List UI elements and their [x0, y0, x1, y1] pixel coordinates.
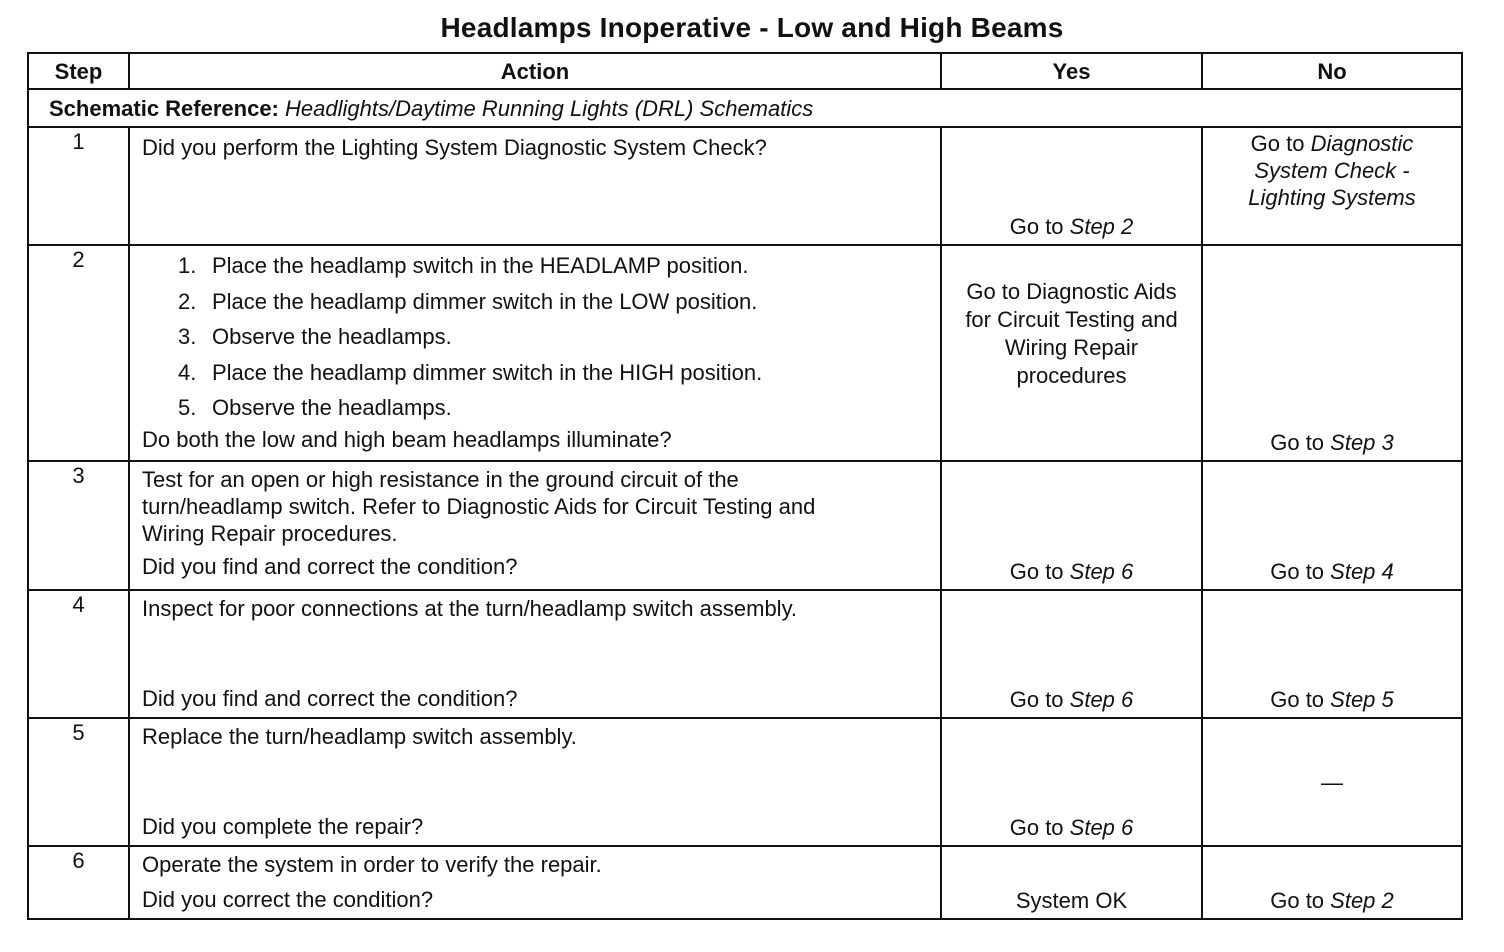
no-cell	[1202, 590, 1462, 718]
step-number: 5	[28, 718, 129, 846]
action-content	[142, 595, 930, 713]
no-text: Go to Step 2	[1270, 888, 1394, 913]
list-item: 5. Observe the headlamps.	[178, 395, 452, 420]
page-title: Headlamps Inoperative - Low and High Beams	[440, 12, 1064, 43]
list-item: 4. Place the headlamp dimmer switch in the HIGH position.	[178, 359, 763, 385]
action-text: Operate the system in order to verify the repair.	[142, 852, 602, 877]
yes-text: Go to Step 6	[1009, 559, 1134, 584]
action-text: Replace the turn/headlamp switch assembly.	[142, 724, 577, 749]
action-question: Did you find and correct the condition?	[142, 554, 518, 579]
action-question: Do both the low and high beam headlamps illuminate?	[142, 426, 672, 452]
yes-text: Go to Step 6	[1009, 687, 1134, 712]
no-text: Go to Step 3	[1270, 430, 1394, 455]
yes-text: System OK	[1015, 888, 1128, 913]
action-cell	[129, 590, 941, 718]
action-cell	[129, 127, 941, 245]
header-row	[28, 53, 1462, 89]
action-text: Inspect for poor connections at the turn/headlamp switch assembly.	[142, 596, 798, 621]
yes-cell	[941, 846, 1202, 919]
action-cell	[129, 461, 941, 590]
header-no: No	[1202, 53, 1462, 89]
header-action: Action	[129, 53, 941, 89]
no-cell	[1202, 245, 1462, 461]
action-question: Did you complete the repair?	[142, 814, 424, 839]
list-item: 1. Place the headlamp switch in the HEADLAMP position.	[178, 253, 749, 278]
no-cell: —	[1202, 718, 1462, 846]
step-number: 6	[28, 846, 129, 919]
table-row	[28, 846, 1462, 919]
action-content	[142, 723, 930, 841]
yes-cell	[941, 590, 1202, 718]
action-cell	[129, 245, 941, 461]
table-row	[28, 127, 1462, 245]
no-cell	[1202, 461, 1462, 590]
schematic-reference-row	[28, 89, 1462, 127]
action-question: Did you find and correct the condition?	[142, 686, 518, 711]
list-item: 2. Place the headlamp dimmer switch in the LOW position.	[178, 288, 758, 314]
action-cell	[129, 718, 941, 846]
yes-cell	[941, 127, 1202, 245]
diagnostic-table	[27, 52, 1463, 920]
no-cell: Go to Diagnostic System Check - Lighting Systems	[1202, 127, 1462, 245]
list-item: 3. Observe the headlamps.	[178, 324, 452, 349]
yes-text: Go to Step 6	[1009, 815, 1134, 840]
substep-list	[142, 248, 930, 426]
action-text: Did you perform the Lighting System Diagnostic System Check?	[142, 135, 767, 160]
action-cell	[129, 846, 941, 919]
yes-cell: Go to Diagnostic Aids for Circuit Testing and Wiring Repair procedures	[941, 245, 1202, 461]
no-text: Go to Step 4	[1270, 559, 1394, 584]
no-cell	[1202, 846, 1462, 919]
step-number: 2	[28, 245, 129, 461]
table-row	[28, 718, 1462, 846]
schematic-reference-link: Headlights/Daytime Running Lights (DRL) Schematics	[285, 95, 814, 121]
yes-cell	[941, 718, 1202, 846]
action-text: Test for an open or high resistance in the ground circuit of the turn/headlamp switch. Refer to Diagnostic Aids for Circuit Testing and Wiring Repair procedures.	[142, 467, 816, 546]
table-row	[28, 245, 1462, 461]
yes-text: Go to Step 2	[1009, 214, 1134, 239]
schematic-reference-label: Schematic Reference:	[49, 95, 279, 121]
action-question: Did you correct the condition?	[142, 887, 434, 912]
table-row	[28, 461, 1462, 590]
step-number: 3	[28, 461, 129, 590]
schematic-reference	[28, 89, 1462, 127]
yes-cell	[941, 461, 1202, 590]
table-row	[28, 590, 1462, 718]
header-step: Step	[28, 53, 129, 89]
no-text: Go to Step 5	[1270, 687, 1394, 712]
step-number: 4	[28, 590, 129, 718]
header-yes: Yes	[941, 53, 1202, 89]
step-number: 1	[28, 127, 129, 245]
